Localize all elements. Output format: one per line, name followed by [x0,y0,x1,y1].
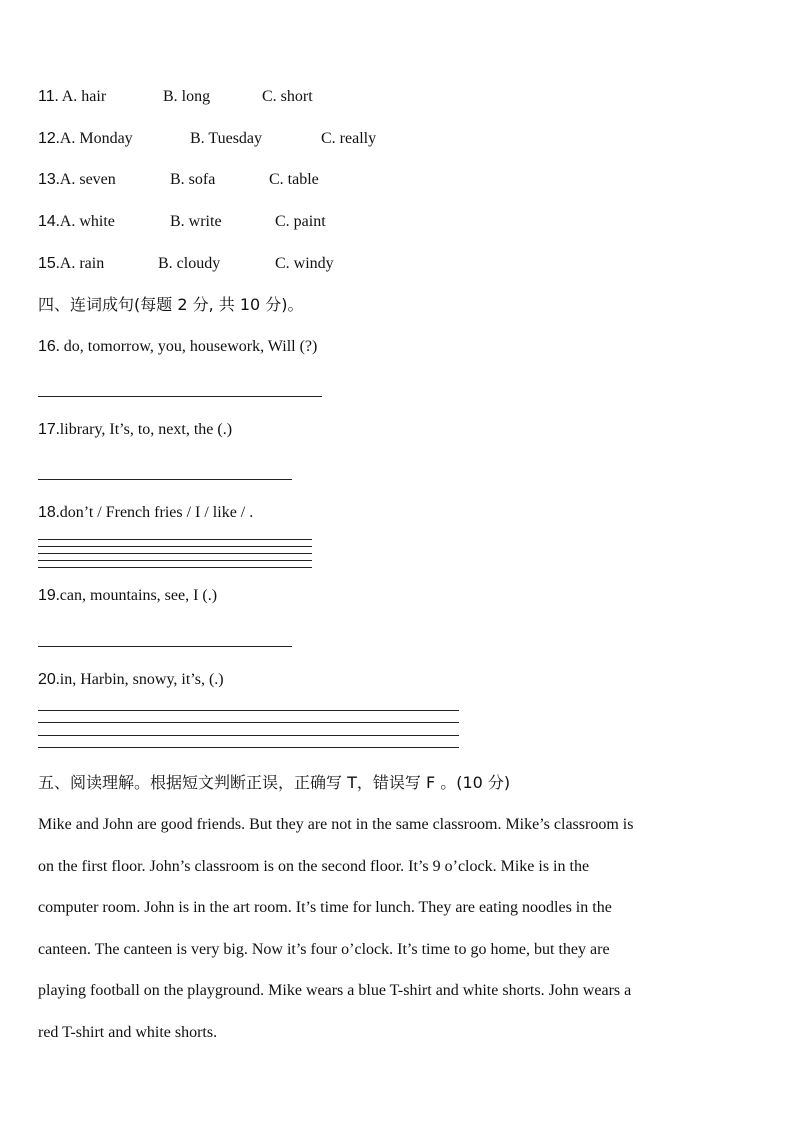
reading-passage-line: computer room. John is in the art room. It’s time for lunch. They are eating noodles in the [38,899,612,916]
question-number: 12 [38,130,56,147]
reading-passage-line: on the first floor. John’s classroom is on the second floor. It’s 9 o’clock. Mike is in the [38,858,590,875]
option-c: C. paint [275,213,326,230]
choice-question-15 [38,254,438,274]
option-c: C. short [262,88,313,105]
option-c: C. table [269,171,319,188]
option-b: B. Tuesday [190,130,263,147]
answer-line[interactable] [38,567,312,568]
option-a: .A. white [55,213,115,230]
option-c: C. windy [275,255,334,272]
answer-line[interactable] [38,747,459,748]
sentence-question-19 [38,586,217,606]
answer-line[interactable] [38,710,459,711]
choice-question-13 [38,170,438,190]
question-number: 14 [38,213,56,230]
choice-question-12 [38,129,438,149]
answer-line[interactable] [38,396,322,397]
answer-line[interactable] [38,646,292,647]
question-words: .can, mountains, see, I (.) [55,587,218,604]
option-c: C. really [321,130,377,147]
section-5-heading: 五、阅读理解。根据短文判断正误，正确写 T，错误写 F 。(10 分) [38,773,511,792]
question-number: 13 [38,171,56,188]
option-b: B. sofa [170,171,216,188]
question-words: .library, It’s, to, next, the (.) [55,421,233,438]
sentence-question-17 [38,420,232,440]
question-number: 15 [38,255,56,272]
question-number: 19 [38,587,56,604]
sentence-question-16 [38,337,317,357]
sentence-question-20 [38,670,224,690]
question-number: 11 [38,88,55,105]
option-a: . A. hair [54,88,107,105]
reading-passage-line: playing football on the playground. Mike wears a blue T-shirt and white shorts. John wears a [38,982,632,999]
question-number: 17 [38,421,56,438]
sentence-question-18 [38,503,253,523]
option-a: .A. rain [55,255,105,272]
question-words: . do, tomorrow, you, housework, Will (?) [55,338,318,355]
question-words: .don’t / French fries / I / like / . [55,504,254,521]
reading-passage-line: canteen. The canteen is very big. Now it’s four o’clock. It’s time to go home, but they are [38,941,610,958]
answer-line[interactable] [38,553,312,554]
question-number: 20 [38,671,56,688]
option-b: B. write [170,213,222,230]
answer-line[interactable] [38,546,312,547]
reading-passage-line: Mike and John are good friends. But they are not in the same classroom. Mike’s classroom is [38,816,634,833]
section-4-heading: 四、连词成句(每题 2 分, 共 10 分)。 [38,295,304,314]
answer-line[interactable] [38,735,459,736]
reading-passage-line: red T-shirt and white shorts. [38,1024,218,1041]
answer-line[interactable] [38,560,312,561]
option-b: B. long [163,88,211,105]
choice-question-11 [38,87,438,107]
question-number: 16 [38,338,56,355]
option-a: .A. Monday [55,130,133,147]
answer-line[interactable] [38,479,292,480]
question-words: .in, Harbin, snowy, it’s, (.) [55,671,224,688]
question-number: 18 [38,504,56,521]
choice-question-14 [38,212,438,232]
answer-line[interactable] [38,539,312,540]
option-b: B. cloudy [158,255,221,272]
option-a: .A. seven [55,171,116,188]
answer-line[interactable] [38,722,459,723]
